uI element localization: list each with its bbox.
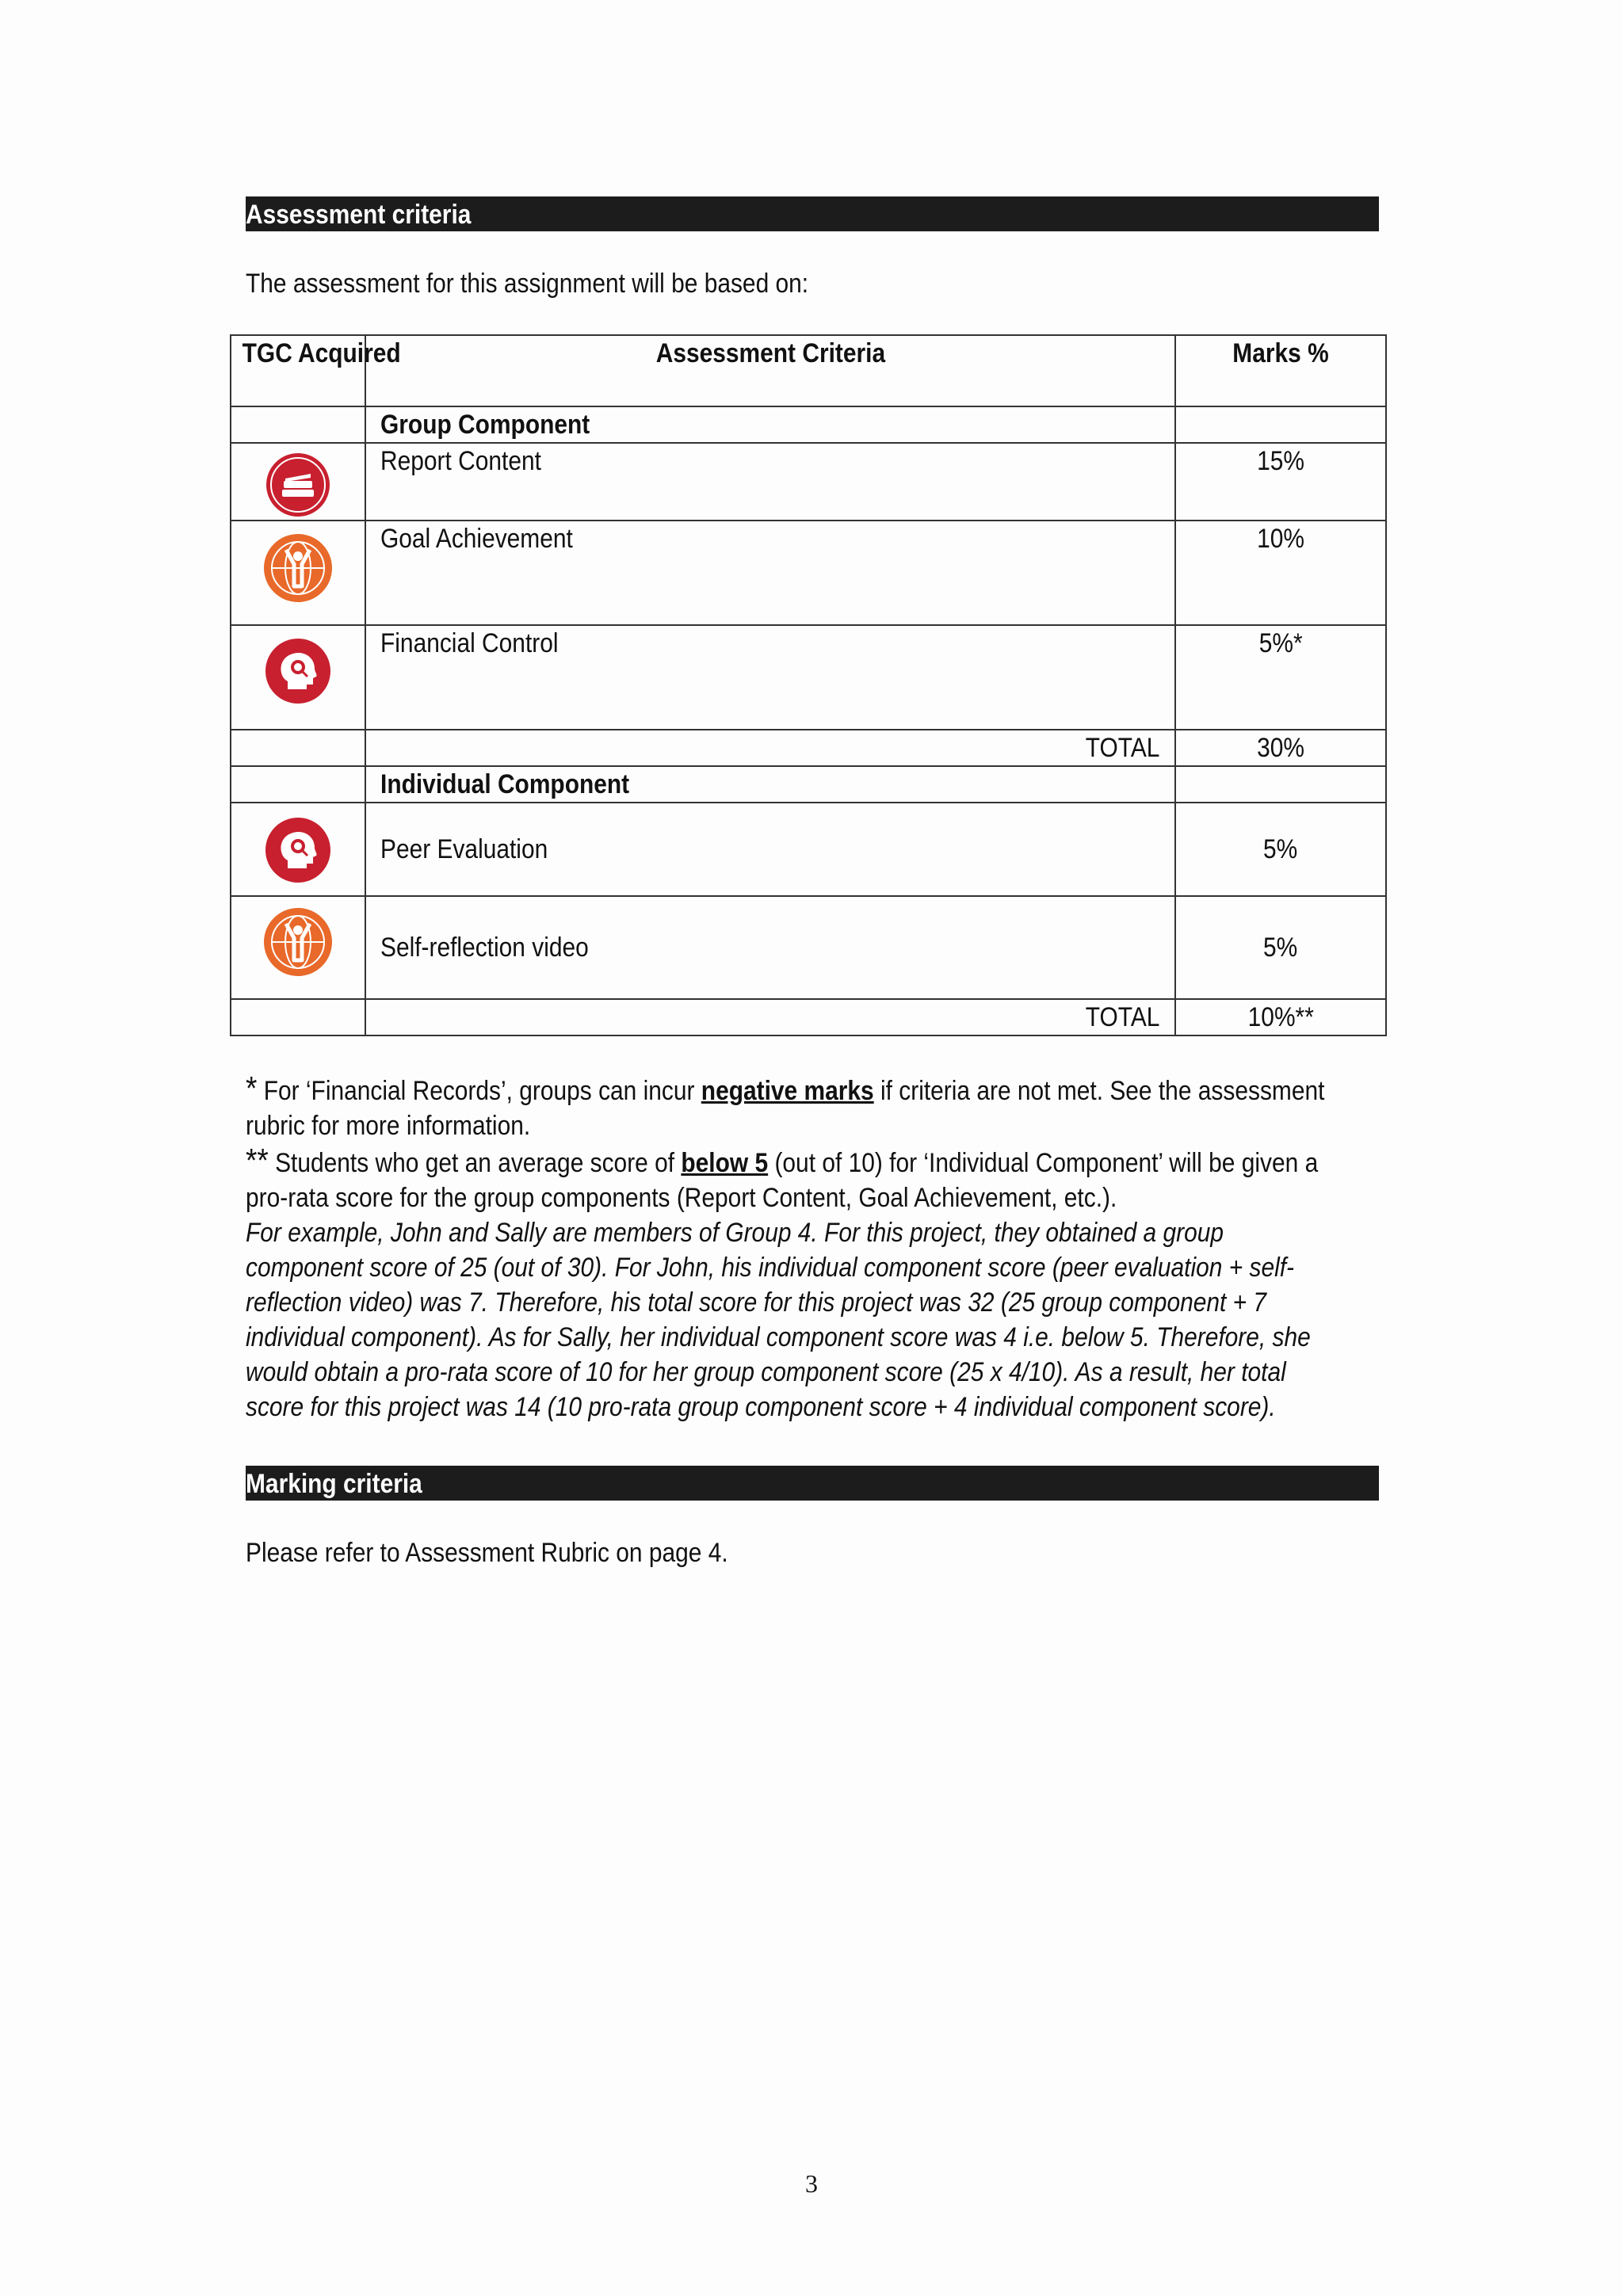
group-total-label: TOTAL — [365, 730, 1174, 766]
group-total-row — [231, 730, 1386, 766]
header-tgc: TGC Acquired — [231, 335, 365, 406]
table-row — [231, 625, 1386, 730]
table-header-row — [231, 335, 1386, 406]
marks-cell: 10% — [1175, 521, 1386, 625]
tgc-cell — [231, 625, 365, 730]
individual-total-label: TOTAL — [365, 999, 1174, 1035]
global-person-icon — [262, 906, 334, 978]
table-row — [231, 521, 1386, 625]
example-line: individual component). As for Sally, her individual component score was 4 i.e. below 5. Therefore, she — [246, 1322, 1311, 1352]
example-line: For example, John and Sally are members of Group 4. For this project, they obtained a group — [246, 1218, 1224, 1248]
tgc-cell — [231, 803, 365, 896]
criteria-cell: Financial Control — [365, 625, 1174, 730]
footnote-1-line2: rubric for more information. — [246, 1111, 531, 1141]
group-component-title: Group Component — [365, 406, 1174, 443]
footnotes — [246, 1071, 1387, 1425]
assessment-intro: The assessment for this assignment will be based on: — [246, 269, 809, 299]
footnote-2-line2: pro-rata score for the group components (Report Content, Goal Achievement, etc.). — [246, 1183, 1117, 1213]
header-criteria: Assessment Criteria — [365, 335, 1174, 406]
footnote-1: * For ‘Financial Records’, groups can incur negative marks if criteria are not met. See the assessment — [246, 1070, 1325, 1107]
marking-criteria-heading: Marking criteria — [246, 1466, 1379, 1501]
assessment-criteria-heading: Assessment criteria — [246, 196, 1379, 231]
marks-cell: 5% — [1175, 803, 1386, 896]
tgc-cell — [231, 521, 365, 625]
table-row — [231, 803, 1386, 896]
criteria-cell: Report Content — [365, 443, 1174, 521]
thinking-head-icon — [264, 637, 332, 705]
criteria-cell: Peer Evaluation — [365, 803, 1174, 896]
marking-criteria-text: Please refer to Assessment Rubric on page 4. — [246, 1538, 728, 1568]
tgc-cell — [231, 896, 365, 999]
individual-total-row — [231, 999, 1386, 1035]
marks-cell: 5%* — [1175, 625, 1386, 730]
footnote-2: ** Students who get an average score of below 5 (out of 10) for ‘Individual Component’ will be given a — [246, 1142, 1319, 1179]
criteria-cell: Self-reflection video — [365, 896, 1174, 999]
example-line: component score of 25 (out of 30). For John, his individual component score (peer evaluation + self- — [246, 1253, 1295, 1283]
global-person-icon — [262, 532, 334, 604]
individual-component-title: Individual Component — [365, 766, 1174, 803]
group-component-row — [231, 406, 1386, 443]
group-total-value: 30% — [1175, 730, 1386, 766]
individual-component-row — [231, 766, 1386, 803]
criteria-cell: Goal Achievement — [365, 521, 1174, 625]
books-icon — [265, 452, 331, 518]
example-line: score for this project was 14 (10 pro-rata group component score + 4 individual component score). — [246, 1392, 1276, 1422]
marks-cell: 5% — [1175, 896, 1386, 999]
individual-total-value: 10%** — [1175, 999, 1386, 1035]
page-number: 3 — [805, 2169, 818, 2198]
example-line: would obtain a pro-rata score of 10 for her group component score (25 x 4/10). As a result, her total — [246, 1357, 1286, 1387]
marks-cell: 15% — [1175, 443, 1386, 521]
example-line: reflection video) was 7. Therefore, his total score for this project was 32 (25 group component + 7 — [246, 1287, 1267, 1318]
assessment-criteria-table — [230, 334, 1387, 1036]
header-marks: Marks % — [1175, 335, 1386, 406]
thinking-head-icon — [264, 816, 332, 884]
table-row — [231, 896, 1386, 999]
table-row — [231, 443, 1386, 521]
tgc-cell — [231, 443, 365, 521]
